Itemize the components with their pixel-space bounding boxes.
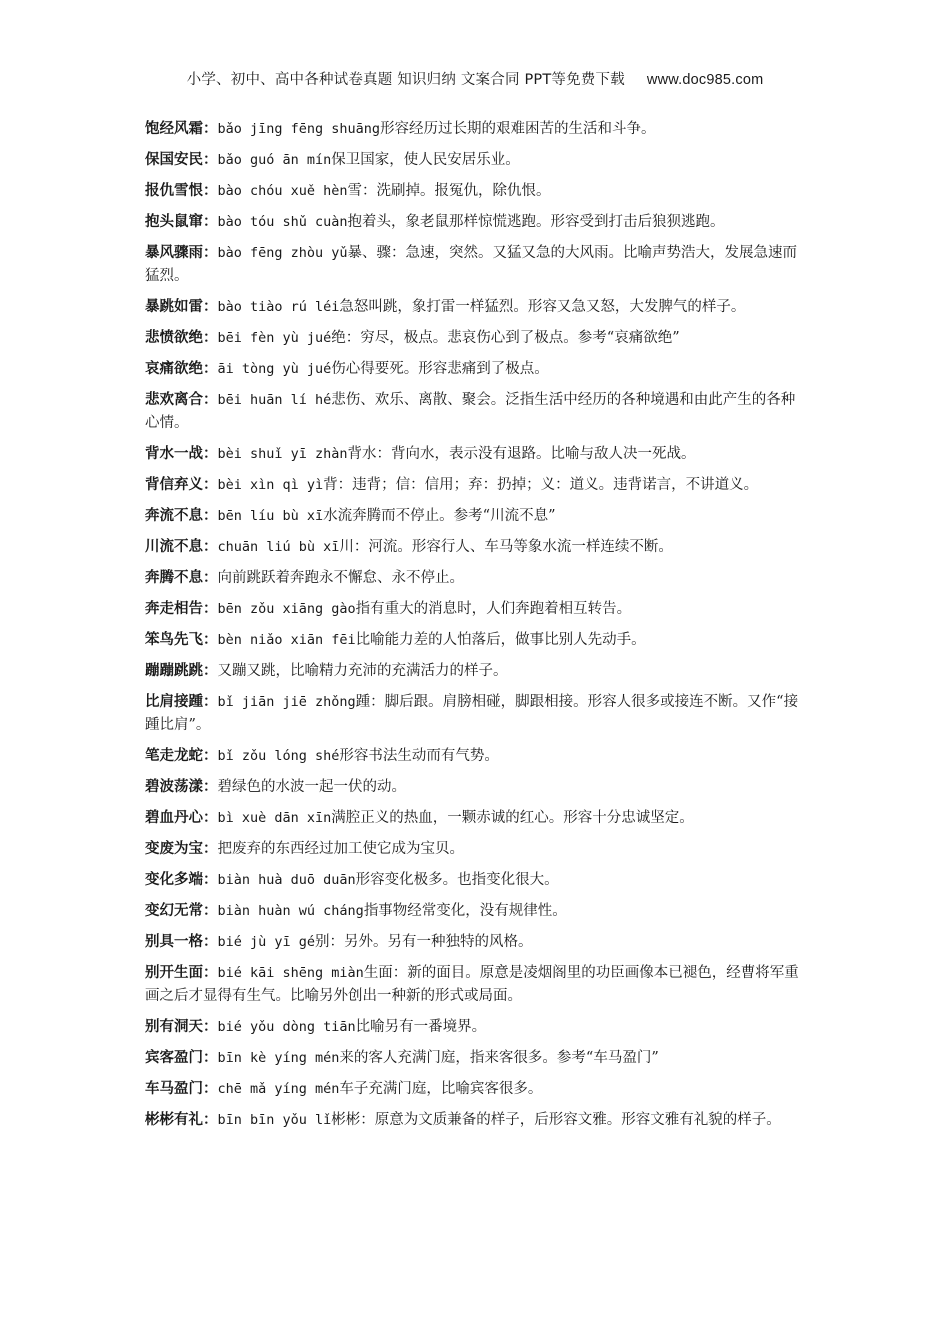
- idiom-entry: [145, 296, 805, 319]
- idiom-pinyin: bīn kè yíng mén: [217, 1050, 340, 1066]
- idiom-term: 宾客盈门：: [145, 1050, 218, 1066]
- idiom-entry: [145, 505, 805, 528]
- idiom-term: 变化多端：: [145, 872, 218, 888]
- idiom-definition: 生面：新的面目。原意是凌烟阁里的功臣画像本已褪色，经曹将军重画之后才显得有生气。比喻另外创出一种新的形式或局面。: [145, 965, 799, 1004]
- idiom-entry: [145, 242, 805, 288]
- idiom-term: 保国安民：: [145, 152, 218, 168]
- idiom-term: 暴跳如雷：: [145, 299, 218, 315]
- idiom-definition: 车子充满门庭，比喻宾客很多。: [339, 1081, 543, 1097]
- idiom-entry: [145, 931, 805, 954]
- idiom-term: 哀痛欲绝：: [145, 361, 218, 377]
- idiom-pinyin: bào tiào rú léi: [217, 299, 340, 315]
- idiom-pinyin: chuān liú bù xī: [217, 539, 340, 555]
- idiom-definition: 背：违背；信：信用；弃：扔掉；义：道义。违背诺言，不讲道义。: [323, 477, 759, 493]
- idiom-pinyin: bīn bīn yǒu lǐ: [217, 1112, 332, 1128]
- header-text: 小学、初中、高中各种试卷真题 知识归纳 文案合同 PPT等免费下载: [186, 72, 625, 88]
- idiom-entry: [145, 358, 805, 381]
- idiom-term: 背信弃义：: [145, 477, 218, 493]
- idiom-term: 奔走相告：: [145, 601, 218, 617]
- idiom-pinyin: bào fēng zhòu yǔ: [217, 245, 348, 261]
- idiom-pinyin: bào tóu shǔ cuàn: [217, 214, 348, 230]
- idiom-entry: [145, 660, 805, 683]
- idiom-term: 抱头鼠窜：: [145, 214, 218, 230]
- idiom-pinyin: bào chóu xuě hèn: [217, 183, 348, 199]
- page-header: [0, 68, 950, 89]
- idiom-pinyin: bǎo jīng fēng shuāng: [217, 121, 381, 137]
- idiom-term: 笨鸟先飞：: [145, 632, 218, 648]
- idiom-definition: 暴、骤：急速，突然。又猛又急的大风雨。比喻声势浩大，发展急速而猛烈。: [145, 245, 798, 284]
- idiom-definition: 形容书法生动而有气势。: [339, 748, 499, 764]
- idiom-entry: [145, 149, 805, 172]
- idiom-entry: [145, 598, 805, 621]
- idiom-definition: 急怒叫跳，象打雷一样猛烈。形容又急又怒，大发脾气的样子。: [339, 299, 746, 315]
- idiom-pinyin: biàn huà duō duān: [217, 872, 356, 888]
- idiom-entry: [145, 1016, 805, 1039]
- idiom-term: 别有洞天：: [145, 1019, 218, 1035]
- idiom-term: 彬彬有礼：: [145, 1112, 218, 1128]
- idiom-term: 悲愤欲绝：: [145, 330, 218, 346]
- idiom-term: 饱经风霜：: [145, 121, 218, 137]
- idiom-entry: [145, 629, 805, 652]
- idiom-entry: [145, 443, 805, 466]
- idiom-definition: 把废弃的东西经过加工使它成为宝贝。: [217, 841, 464, 857]
- idiom-pinyin: āi tòng yù jué: [217, 361, 332, 377]
- idiom-term: 背水一战：: [145, 446, 218, 462]
- idiom-term: 碧血丹心：: [145, 810, 218, 826]
- idiom-entry: [145, 745, 805, 768]
- idiom-term: 变幻无常：: [145, 903, 218, 919]
- idiom-term: 车马盈门：: [145, 1081, 218, 1097]
- idiom-pinyin: bié jù yī gé: [217, 934, 316, 950]
- idiom-definition: 彬彬：原意为文质兼备的样子，后形容文雅。形容文雅有礼貌的样子。: [331, 1112, 781, 1128]
- idiom-pinyin: biàn huàn wú cháng: [217, 903, 364, 919]
- idiom-term: 奔流不息：: [145, 508, 218, 524]
- idiom-pinyin: bǐ zǒu lóng shé: [217, 748, 340, 764]
- idiom-entry: [145, 327, 805, 350]
- idiom-pinyin: chē mǎ yíng mén: [217, 1081, 340, 1097]
- idiom-pinyin: bǎo guó ān mín: [217, 152, 332, 168]
- idiom-definition: 比喻能力差的人怕落后，做事比别人先动手。: [355, 632, 646, 648]
- idiom-definition: 又蹦又跳，比喻精力充沛的充满活力的样子。: [217, 663, 508, 679]
- idiom-definition: 绝：穷尽，极点。悲哀伤心到了极点。参考“哀痛欲绝”: [331, 330, 680, 346]
- idiom-pinyin: bēi fèn yù jué: [217, 330, 332, 346]
- idiom-definition: 满腔正义的热血，一颗赤诚的红心。形容十分忠诚坚定。: [331, 810, 694, 826]
- idiom-entry: [145, 180, 805, 203]
- idiom-term: 笔走龙蛇：: [145, 748, 218, 764]
- idiom-pinyin: bié kāi shēng miàn: [217, 965, 364, 981]
- idiom-entry: [145, 474, 805, 497]
- idiom-term: 变废为宝：: [145, 841, 218, 857]
- idiom-entry: [145, 900, 805, 923]
- idiom-term: 奔腾不息：: [145, 570, 218, 586]
- idiom-term: 蹦蹦跳跳：: [145, 663, 218, 679]
- idiom-definition: 悲伤、欢乐、离散、聚会。泛指生活中经历的各种境遇和由此产生的各种心情。: [145, 392, 796, 431]
- idiom-definition: 比喻另有一番境界。: [355, 1019, 487, 1035]
- idiom-definition: 形容变化极多。也指变化很大。: [355, 872, 559, 888]
- idiom-term: 悲欢离合：: [145, 392, 218, 408]
- idiom-pinyin: bèi xìn qì yì: [217, 477, 324, 493]
- idiom-definition: 来的客人充满门庭，指来客很多。参考“车马盈门”: [339, 1050, 659, 1066]
- idiom-definition: 抱着头，象老鼠那样惊慌逃跑。形容受到打击后狼狈逃跑。: [347, 214, 725, 230]
- idiom-pinyin: bèn niǎo xiān fēi: [217, 632, 356, 648]
- header-url: www.doc985.com: [646, 72, 764, 88]
- idiom-definition: 保卫国家，使人民安居乐业。: [331, 152, 520, 168]
- idiom-entry: [145, 1109, 805, 1132]
- idiom-definition: 伤心得要死。形容悲痛到了极点。: [331, 361, 549, 377]
- idiom-definition: 指有重大的消息时，人们奔跑着相互转告。: [355, 601, 632, 617]
- idiom-entry: [145, 838, 805, 861]
- idiom-term: 报仇雪恨：: [145, 183, 218, 199]
- idiom-list: [145, 118, 805, 1140]
- idiom-entry: [145, 869, 805, 892]
- idiom-definition: 指事物经常变化，没有规律性。: [363, 903, 567, 919]
- idiom-definition: 川：河流。形容行人、车马等象水流一样连续不断。: [339, 539, 673, 555]
- idiom-pinyin: bēn líu bù xī: [217, 508, 324, 524]
- idiom-entry: [145, 1047, 805, 1070]
- idiom-definition: 背水：背向水，表示没有退路。比喻与敌人决一死战。: [347, 446, 696, 462]
- idiom-entry: [145, 567, 805, 590]
- idiom-entry: [145, 1078, 805, 1101]
- idiom-entry: [145, 389, 805, 435]
- idiom-term: 别具一格：: [145, 934, 218, 950]
- idiom-definition: 碧绿色的水波一起一伏的动。: [217, 779, 406, 795]
- idiom-entry: [145, 776, 805, 799]
- idiom-pinyin: bǐ jiān jiē zhǒng: [217, 694, 356, 710]
- idiom-entry: [145, 211, 805, 234]
- idiom-definition: 形容经历过长期的艰难困苦的生活和斗争。: [380, 121, 656, 137]
- idiom-term: 暴风骤雨：: [145, 245, 218, 261]
- idiom-pinyin: bēi huān lí hé: [217, 392, 332, 408]
- idiom-entry: [145, 807, 805, 830]
- idiom-pinyin: bié yǒu dòng tiān: [217, 1019, 356, 1035]
- idiom-entry: [145, 962, 805, 1008]
- idiom-definition: 水流奔腾而不停止。参考“川流不息”: [323, 508, 556, 524]
- idiom-pinyin: bèi shuǐ yī zhàn: [217, 446, 348, 462]
- idiom-entry: [145, 536, 805, 559]
- idiom-definition: 雪：洗刷掉。报冤仇，除仇恨。: [347, 183, 551, 199]
- idiom-entry: [145, 118, 805, 141]
- idiom-pinyin: bì xuè dān xīn: [217, 810, 332, 826]
- idiom-pinyin: bēn zǒu xiāng gào: [217, 601, 356, 617]
- idiom-entry: [145, 691, 805, 737]
- idiom-term: 别开生面：: [145, 965, 218, 981]
- idiom-term: 川流不息：: [145, 539, 218, 555]
- idiom-definition: 踵：脚后跟。肩膀相碰，脚跟相接。形容人很多或接连不断。又作“接踵比肩”。: [145, 694, 799, 733]
- idiom-definition: 别：另外。另有一种独特的风格。: [315, 934, 533, 950]
- idiom-definition: 向前跳跃着奔跑永不懈怠、永不停止。: [217, 570, 464, 586]
- idiom-term: 碧波荡漾：: [145, 779, 218, 795]
- idiom-term: 比肩接踵：: [145, 694, 218, 710]
